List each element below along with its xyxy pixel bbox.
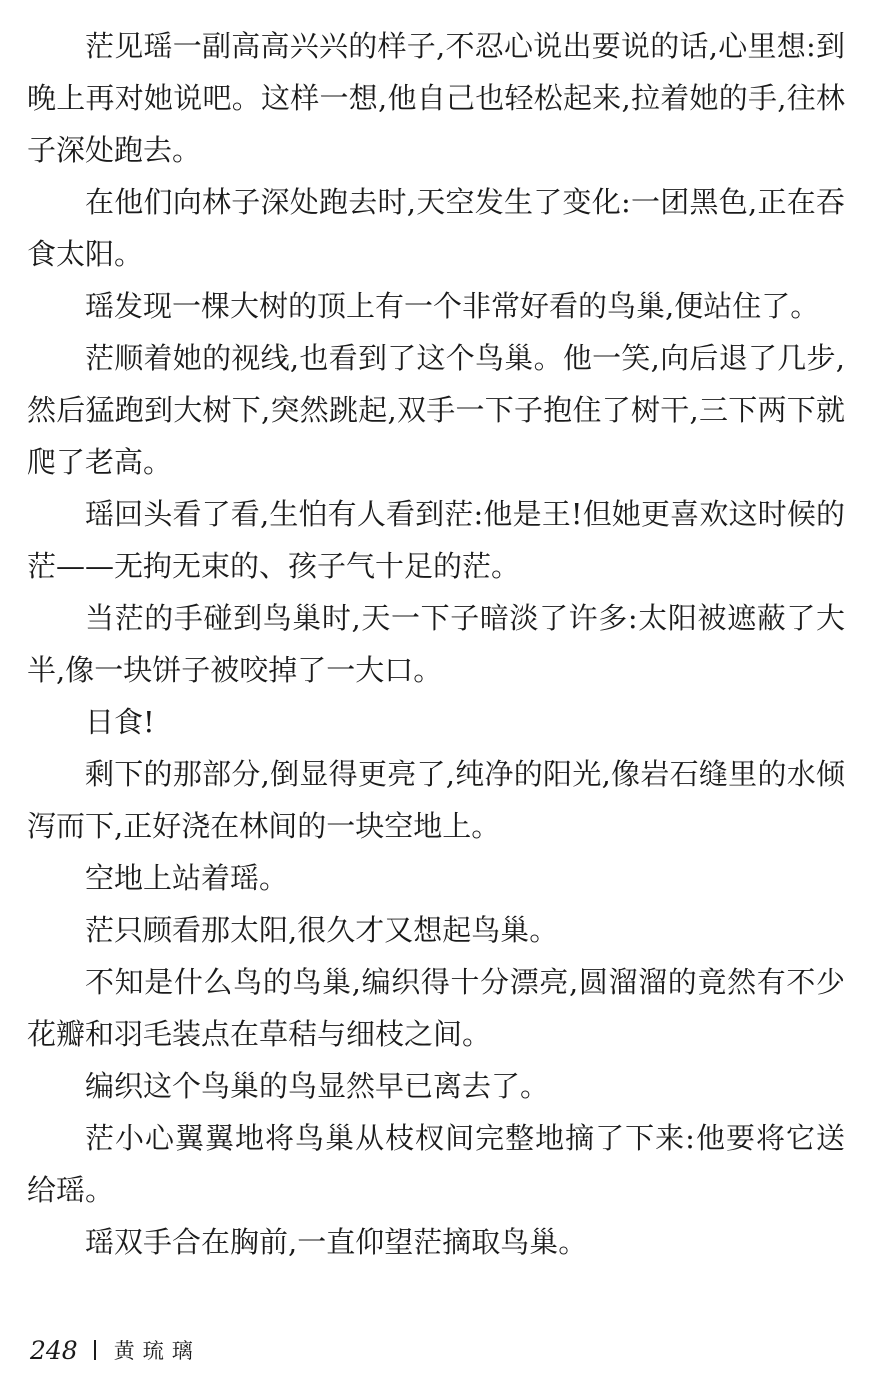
footer-divider [94, 1340, 96, 1360]
paragraph: 空地上站着瑶。 [85, 861, 289, 895]
paragraph: 茫小心翼翼地将鸟巢从枝杈间完整地摘了下来:他要将它送给瑶。 [27, 1121, 845, 1207]
paragraph: 瑶回头看了看,生怕有人看到茫:他是王!但她更喜欢这时候的茫——无拘无束的、孩子气十足的茫。 [27, 497, 845, 583]
paragraph: 当茫的手碰到鸟巢时,天一下子暗淡了许多:太阳被遮蔽了大半,像一块饼子被咬掉了一大口。 [27, 601, 845, 687]
page-number: 248 [30, 1335, 78, 1365]
page-footer [30, 1330, 201, 1370]
paragraph: 茫只顾看那太阳,很久才又想起鸟巢。 [85, 913, 559, 947]
running-author: 黄琉璃 [113, 1339, 201, 1363]
paragraph: 瑶双手合在胸前,一直仰望茫摘取鸟巢。 [85, 1225, 588, 1259]
paragraph: 茫顺着她的视线,也看到了这个鸟巢。他一笑,向后退了几步,然后猛跑到大树下,突然跳起,双手一下子抱住了树干,三下两下就爬了老高。 [27, 341, 845, 479]
paragraph: 瑶发现一棵大树的顶上有一个非常好看的鸟巢,便站住了。 [85, 289, 820, 323]
page-body [27, 20, 845, 1268]
paragraph: 日食! [85, 705, 155, 739]
paragraph: 不知是什么鸟的鸟巢,编织得十分漂亮,圆溜溜的竟然有不少花瓣和羽毛装点在草秸与细枝之间。 [27, 965, 845, 1051]
paragraph: 编织这个鸟巢的鸟显然早已离去了。 [85, 1069, 550, 1103]
paragraph: 剩下的那部分,倒显得更亮了,纯净的阳光,像岩石缝里的水倾泻而下,正好浇在林间的一块空地上。 [27, 757, 845, 843]
paragraph: 茫见瑶一副高高兴兴的样子,不忍心说出要说的话,心里想:到晚上再对她说吧。这样一想,他自己也轻松起来,拉着她的手,往林子深处跑去。 [27, 29, 845, 167]
paragraph: 在他们向林子深处跑去时,天空发生了变化:一团黑色,正在吞食太阳。 [27, 185, 845, 271]
